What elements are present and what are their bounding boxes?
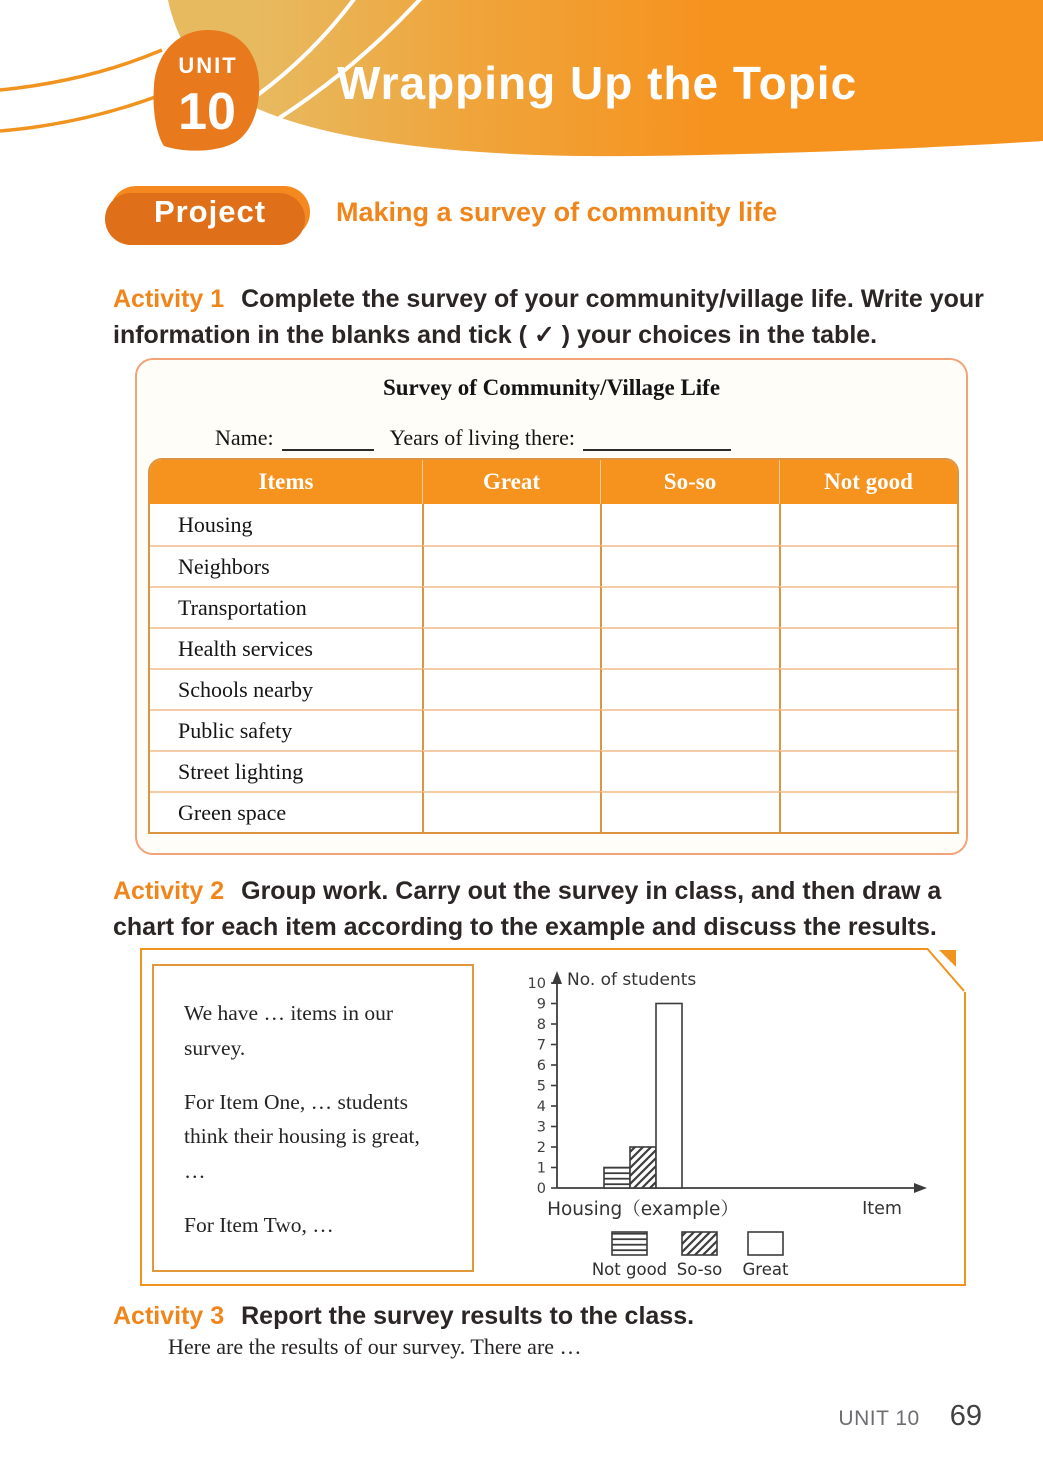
column-header: Not good — [779, 460, 957, 504]
tick-cell[interactable] — [779, 668, 957, 709]
table-row — [150, 709, 957, 750]
activity-3-label: Activity 3 — [113, 1302, 225, 1330]
tick-cell[interactable] — [779, 709, 957, 750]
tick-cell[interactable] — [600, 586, 779, 627]
svg-text:3: 3 — [536, 1119, 546, 1136]
unit-label: UNIT — [178, 53, 238, 78]
bar-chart — [490, 956, 965, 1286]
page-title: Wrapping Up the Topic — [337, 57, 858, 109]
tick-cell[interactable] — [600, 791, 779, 832]
speech-line: We have … items in our survey. — [184, 1001, 394, 1060]
svg-text:Great: Great — [742, 1260, 789, 1279]
speech-line: For Item Two, … — [184, 1213, 334, 1238]
item-cell: Transportation — [150, 586, 422, 627]
item-cell: Health services — [150, 627, 422, 668]
tick-cell[interactable] — [422, 668, 600, 709]
svg-text:No. of students: No. of students — [567, 970, 697, 990]
column-header: So-so — [600, 460, 779, 504]
survey-title: Survey of Community/Village Life — [382, 375, 721, 400]
name-blank[interactable] — [282, 429, 374, 451]
unit-badge — [148, 26, 266, 152]
project-subtitle: Making a survey of community life — [336, 196, 778, 227]
survey-table-body — [150, 504, 957, 832]
item-cell: Street lighting — [150, 750, 422, 791]
tick-cell[interactable] — [779, 504, 957, 545]
table-row — [150, 586, 957, 627]
svg-text:2: 2 — [536, 1140, 546, 1156]
svg-text:4: 4 — [536, 1099, 546, 1115]
svg-text:9: 9 — [536, 996, 546, 1013]
svg-text:Not good: Not good — [591, 1260, 668, 1279]
project-badge — [110, 186, 310, 238]
orange-swoosh-lines — [0, 50, 162, 131]
activity-2-label: Activity 2 — [113, 877, 225, 905]
tick-cell[interactable] — [779, 586, 957, 627]
item-cell: Schools nearby — [150, 668, 422, 709]
years-label: Years of living there: — [389, 425, 576, 450]
tick-cell[interactable] — [600, 750, 779, 791]
activity-3-instruction: Report the survey results to the class. — [241, 1302, 695, 1330]
tick-cell[interactable] — [422, 750, 600, 791]
survey-table-header-row — [150, 460, 957, 504]
item-cell: Public safety — [150, 709, 422, 750]
tick-cell[interactable] — [779, 545, 957, 586]
tick-cell[interactable] — [600, 668, 779, 709]
column-header: Great — [422, 460, 600, 504]
footer-unit-label: UNIT 10 — [838, 1407, 920, 1430]
table-row — [150, 668, 957, 709]
tick-cell[interactable] — [422, 709, 600, 750]
unit-number: 10 — [178, 83, 236, 141]
example-box — [140, 948, 966, 1286]
tick-cell[interactable] — [779, 627, 957, 668]
item-cell: Green space — [150, 791, 422, 832]
svg-text:So-so: So-so — [676, 1260, 723, 1279]
tick-cell[interactable] — [422, 545, 600, 586]
table-row — [150, 791, 957, 832]
svg-text:1: 1 — [536, 1160, 546, 1177]
svg-text:5: 5 — [536, 1078, 546, 1095]
svg-text:6: 6 — [536, 1058, 546, 1074]
tick-cell[interactable] — [422, 791, 600, 832]
name-label: Name: — [215, 425, 274, 450]
item-cell: Neighbors — [150, 545, 422, 586]
tick-cell[interactable] — [779, 750, 957, 791]
project-section — [110, 186, 777, 238]
tick-cell[interactable] — [600, 545, 779, 586]
svg-text:Housing（example）: Housing（example） — [547, 1199, 739, 1220]
activity-3-heading — [113, 1298, 988, 1334]
table-row — [150, 750, 957, 791]
survey-name-row — [215, 425, 966, 451]
years-blank[interactable] — [583, 429, 731, 451]
activity-2-heading — [113, 873, 988, 946]
footer-page-number: 69 — [949, 1400, 982, 1432]
speech-line: For Item One, … students think their housing is great, … — [184, 1089, 420, 1184]
tick-cell[interactable] — [600, 627, 779, 668]
table-row — [150, 504, 957, 545]
tick-cell[interactable] — [422, 586, 600, 627]
table-row — [150, 627, 957, 668]
svg-text:7: 7 — [536, 1037, 546, 1054]
project-badge-label: Project — [153, 194, 267, 229]
activity-1-heading — [113, 281, 988, 354]
svg-text:Item: Item — [862, 1199, 902, 1219]
survey-panel — [135, 358, 968, 855]
svg-text:8: 8 — [536, 1017, 546, 1033]
item-cell: Housing — [150, 504, 422, 545]
activity-2-instruction: Group work. Carry out the survey in class, and then draw a chart for each item according to the example and discuss the results. — [113, 877, 942, 942]
page-footer — [838, 1400, 982, 1433]
tick-cell[interactable] — [422, 504, 600, 545]
tick-cell[interactable] — [600, 504, 779, 545]
svg-text:0: 0 — [536, 1181, 546, 1197]
activity-3-example: Here are the results of our survey. There are … — [168, 1334, 582, 1359]
column-header: Items — [150, 460, 422, 504]
tick-cell[interactable] — [600, 709, 779, 750]
svg-text:10: 10 — [527, 976, 546, 992]
speech-box — [152, 964, 474, 1272]
table-row — [150, 545, 957, 586]
activity-1-label: Activity 1 — [113, 285, 225, 313]
activity-1-instruction: Complete the survey of your community/village life. Write your information in the blanks and tick ( ✓ ) your choices in the table. — [113, 285, 984, 350]
tick-cell[interactable] — [422, 627, 600, 668]
tick-cell[interactable] — [779, 791, 957, 832]
survey-table — [148, 458, 959, 834]
